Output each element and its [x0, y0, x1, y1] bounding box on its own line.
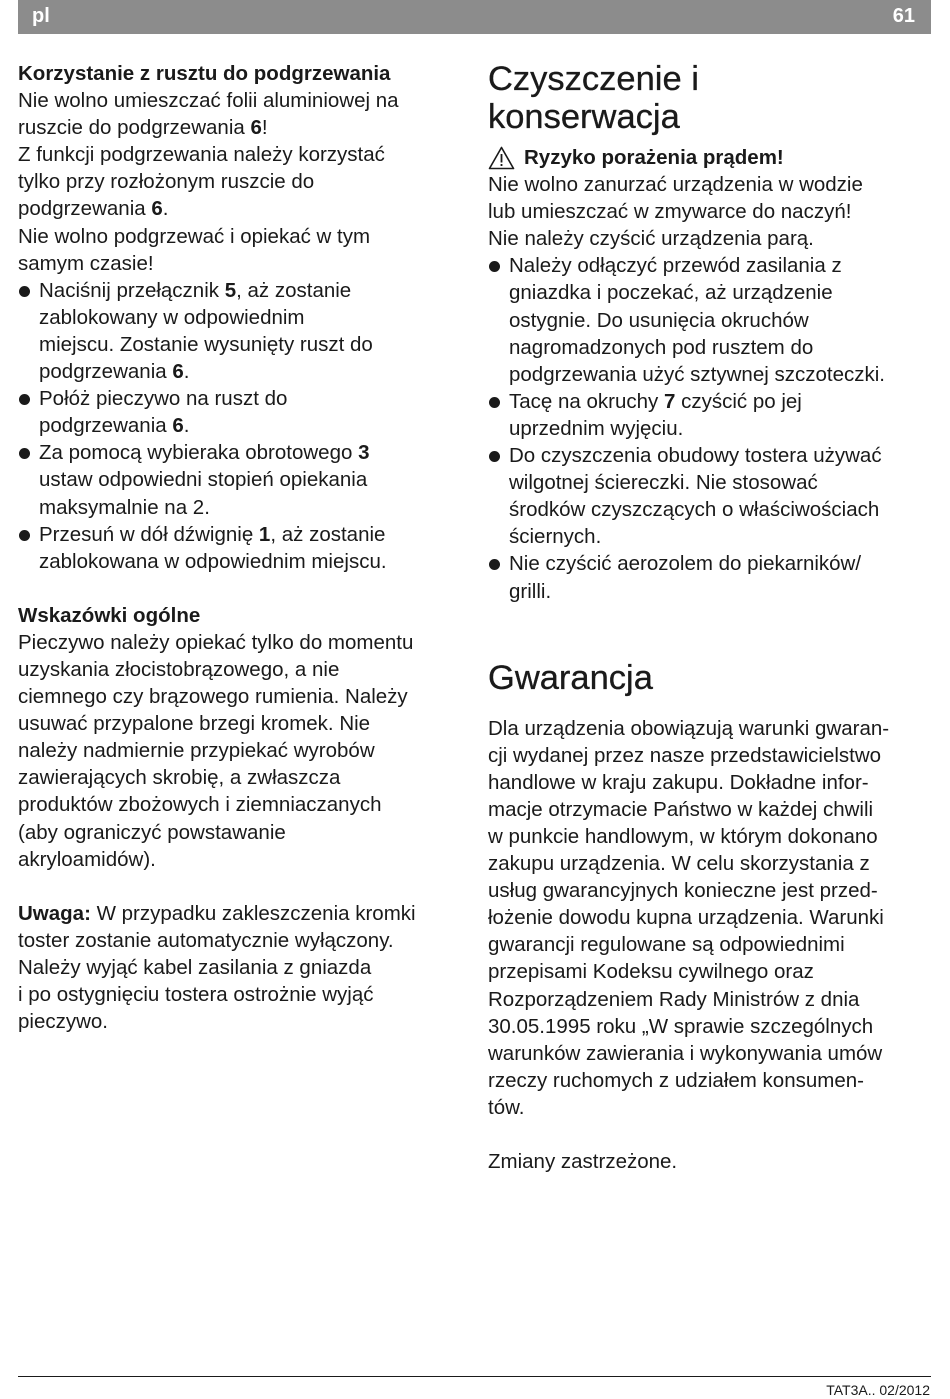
paragraph-no-foil: Nie wolno umieszczać folii aluminiowej na ruszcie do podgrzewania 6! — [18, 89, 399, 140]
paragraph-general-tips: Pieczywo należy opiekać tylko do momentu uzyskania złocistobrązowego, a nie ciemnego czy brązowego rumienia. Należy usuwać przypalone brzegi kromek. Nie należy nadmiernie przypiekać wyrobów zawierających skrobię, a zwłaszcza produktów zbożowych i ziemniaczanych (aby ograniczyć powstawanie akryloamidów). — [18, 630, 414, 871]
changes-reserved-text: Zmiany zastrzeżone. — [488, 1150, 678, 1173]
language-code: pl — [32, 5, 50, 27]
note-label: Uwaga: — [18, 901, 91, 925]
list-item: Połóż pieczywo na ruszt do podgrzewania 6. — [18, 385, 463, 439]
paragraph-use-warming: Z funkcji podgrzewania należy korzystać tylko przy rozłożonym ruszcie do podgrzewania 6. — [18, 143, 385, 221]
list-item: Naciśnij przełącznik 5, aż zostanie zablokowany w odpowiednim miejscu. Zostanie wysunięty ruszt do podgrzewania 6. — [18, 277, 463, 385]
right-column — [488, 60, 933, 1175]
warning-text: Ryzyko porażenia prądem! — [524, 146, 784, 169]
warming-steps-list — [18, 277, 463, 575]
list-item: Nie czyścić aerozolem do piekarników/ grilli. — [488, 550, 933, 604]
paragraph-note: Uwaga: W przypadku zakleszczenia kromki toster zostanie automatycznie wyłączony. Należy wyjąć kabel zasilania z gniazda i po ostygnięciu tostera ostrożnie wyjąć pieczywo. — [18, 901, 416, 1034]
heading-cleaning: Czyszczenie i konserwacja — [488, 60, 699, 136]
paragraph-warning: Nie wolno zanurzać urządzenia w wodzie lub umieszczać w zmywarce do naczyń! Nie należy czyścić urządzenia parą. — [488, 173, 863, 251]
warning-triangle-icon — [488, 146, 515, 170]
footer-divider — [18, 1376, 931, 1377]
paragraph-no-simultaneous: Nie wolno podgrzewać i opiekać w tym samym czasie! — [18, 224, 371, 275]
warning-line — [488, 144, 933, 171]
heading-warranty: Gwarancja — [488, 658, 653, 697]
list-item: Za pomocą wybieraka obrotowego 3 ustaw odpowiedni stopień opiekania maksymalnie na 2. — [18, 439, 463, 520]
list-item: Przesuń w dół dźwignię 1, aż zostanie zablokowana w odpowiednim miejscu. — [18, 521, 463, 575]
footer-code: TAT3A.. 02/2012 — [826, 1382, 930, 1398]
section-title-general-tips: Wskazówki ogólne — [18, 603, 201, 627]
cleaning-steps-list — [488, 252, 933, 604]
list-item: Do czyszczenia obudowy tostera używać wilgotnej ściereczki. Nie stosować środków czyszczących o właściwościach ściernych. — [488, 442, 933, 550]
list-item: Tacę na okruchy 7 czyścić po jej uprzednim wyjęciu. — [488, 388, 933, 442]
header-bar — [18, 0, 931, 34]
section-title-warming-rack: Korzystanie z rusztu do podgrzewania — [18, 62, 391, 85]
list-item: Należy odłączyć przewód zasilania z gniazdka i poczekać, aż urządzenie ostygnie. Do usunięcia okruchów nagromadzonych pod rusztem do podgrzewania użyć sztywnej szczoteczki. — [488, 252, 933, 387]
left-column — [18, 60, 463, 1035]
page-number: 61 — [892, 5, 915, 27]
paragraph-warranty: Dla urządzenia obowiązują warunki gwaran- cji wydanej przez nasze przedstawicielstwo handlowe w kraju zakupu. Dokładne infor- macje otrzymacie Państwo w każdej chwili w punkcie handlowym, w którym dokonano zakupu urządzenia. W celu skorzystania z usług gwarancyjnych konieczne jest przed- łożenie dowodu kupna urządzenia. Warunki gwarancji regulowane są odpowiednimi przepisami Kodeksu cywilnego oraz Rozporządzeniem Rady Ministrów z dnia 30.05.1995 roku „W sprawie szczególnych warunków zawierania i wykonywania umów rzeczy ruchomych z udziałem konsumen- tów. — [488, 716, 890, 1119]
